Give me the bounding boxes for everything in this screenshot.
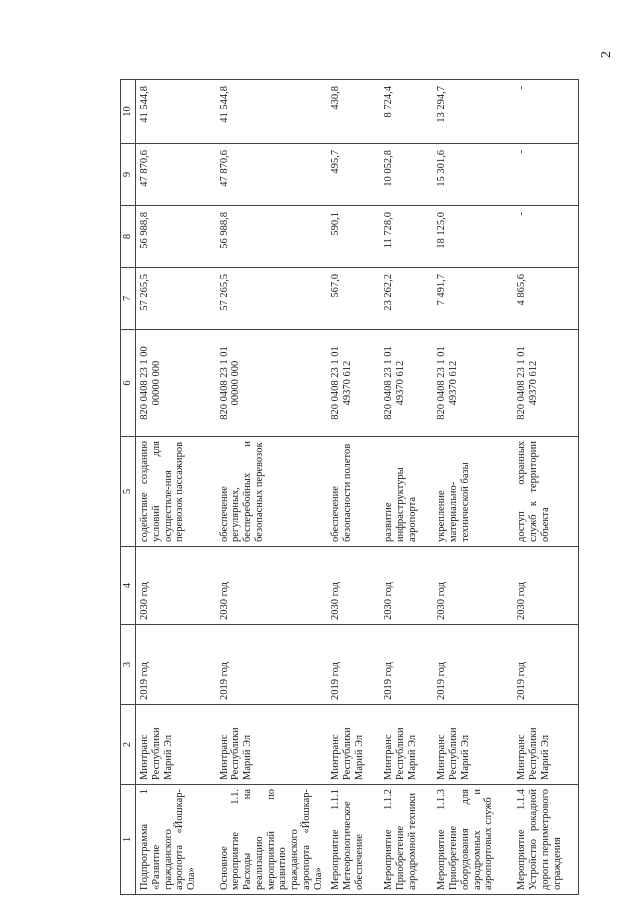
program-name-cell: Подпрограмма 1 «Развитие гражданского аэропорта «Йошкар-Ола» — [136, 785, 216, 895]
budget-code-cell: 820 0408 23 1 01 49370 612 — [380, 330, 433, 437]
table-row — [216, 80, 328, 895]
table-row — [513, 80, 578, 895]
value-cell: 56 988,8 — [216, 206, 328, 268]
value-cell: 590,1 — [327, 206, 380, 268]
value-cell: 4 865,6 — [513, 268, 578, 330]
value-cell: 56 988,8 — [136, 206, 216, 268]
column-header: 9 — [121, 144, 136, 206]
value-cell: 41 544,8 — [136, 80, 216, 144]
column-header: 10 — [121, 80, 136, 144]
value-cell: 7 491,7 — [433, 268, 513, 330]
budget-code-cell: 820 0408 23 1 00 00000 000 — [136, 330, 216, 437]
end-year-cell: 2030 год — [216, 547, 328, 625]
start-year-cell: 2019 год — [513, 625, 578, 705]
value-cell: 41 544,8 — [216, 80, 328, 144]
column-header: 7 — [121, 268, 136, 330]
budget-code-cell: 820 0408 23 1 01 49370 612 — [433, 330, 513, 437]
end-year-cell: 2030 год — [136, 547, 216, 625]
value-cell: 13 294,7 — [433, 80, 513, 144]
column-header: 1 — [121, 785, 136, 895]
value-cell: 57 265,5 — [216, 268, 328, 330]
column-header: 3 — [121, 625, 136, 705]
end-year-cell: 2030 год — [327, 547, 380, 625]
program-name-cell: Основное мероприятие 1.1. Расходы на реализацию мероприятий по развитию гражданского аэропорта «Йошкар-Ола» — [216, 785, 328, 895]
executor-cell: Минтранс Республики Марий Эл — [136, 705, 216, 785]
value-cell: 8 724,4 — [380, 80, 433, 144]
page-number: 2 — [599, 51, 614, 58]
value-cell: 47 870,6 — [216, 144, 328, 206]
budget-code-cell: 820 0408 23 1 01 49370 612 — [513, 330, 578, 437]
result-cell: обеспечение регулярных, бесперебойных и безопасных перевозок — [216, 437, 328, 547]
executor-cell: Минтранс Республики Марий Эл — [433, 705, 513, 785]
budget-code-cell: 820 0408 23 1 01 00000 000 — [216, 330, 328, 437]
program-table — [120, 79, 579, 895]
rotated-table-container — [120, 80, 625, 895]
end-year-cell: 2030 год — [513, 547, 578, 625]
program-name-cell: Мероприятие 1.1.4 Устройство рокадной дороги периметрового ограждения — [513, 785, 578, 895]
value-cell: 15 301,6 — [433, 144, 513, 206]
table-row — [327, 80, 380, 895]
start-year-cell: 2019 год — [216, 625, 328, 705]
column-header: 5 — [121, 437, 136, 547]
value-cell: 23 262,2 — [380, 268, 433, 330]
result-cell: обеспечение безопасности полетов — [327, 437, 380, 547]
program-name-cell: Мероприятие 1.1.2 Приобретение аэродромной техники — [380, 785, 433, 895]
result-cell: укрепление материально-технической базы — [433, 437, 513, 547]
value-cell: 57 265,5 — [136, 268, 216, 330]
column-header: 6 — [121, 330, 136, 437]
executor-cell: Минтранс Республики Марий Эл — [513, 705, 578, 785]
budget-code-cell: 820 0408 23 1 01 49370 612 — [327, 330, 380, 437]
value-cell: 430,8 — [327, 80, 380, 144]
value-cell: 495,7 — [327, 144, 380, 206]
executor-cell: Минтранс Республики Марий Эл — [327, 705, 380, 785]
program-name-cell: Мероприятие 1.1.3 Приобретение оборудования для аэродромных и аэропортовых служб — [433, 785, 513, 895]
column-header: 4 — [121, 547, 136, 625]
value-cell: 47 870,6 — [136, 144, 216, 206]
column-header: 2 — [121, 705, 136, 785]
value-cell: 10 052,8 — [380, 144, 433, 206]
value-cell: 11 728,0 — [380, 206, 433, 268]
table-row — [136, 80, 216, 895]
table-row — [433, 80, 513, 895]
header-row — [121, 80, 136, 895]
end-year-cell: 2030 год — [433, 547, 513, 625]
end-year-cell: 2030 год — [380, 547, 433, 625]
result-cell: доступ охранных служб к территории объекта — [513, 437, 578, 547]
value-cell: - — [513, 206, 578, 268]
result-cell: содействие созданию условий для осуществле-ния перевозок пассажиров — [136, 437, 216, 547]
executor-cell: Минтранс Республики Марий Эл — [380, 705, 433, 785]
value-cell: - — [513, 144, 578, 206]
start-year-cell: 2019 год — [327, 625, 380, 705]
start-year-cell: 2019 год — [433, 625, 513, 705]
value-cell: 567,0 — [327, 268, 380, 330]
start-year-cell: 2019 год — [136, 625, 216, 705]
column-header: 8 — [121, 206, 136, 268]
result-cell: развитие инфраструктуры аэропорта — [380, 437, 433, 547]
table-row — [380, 80, 433, 895]
executor-cell: Минтранс Республики Марий Эл — [216, 705, 328, 785]
start-year-cell: 2019 год — [380, 625, 433, 705]
value-cell: 18 125,0 — [433, 206, 513, 268]
value-cell: - — [513, 80, 578, 144]
program-name-cell: Мероприятие 1.1.1 Метеорологическое обеспечение — [327, 785, 380, 895]
